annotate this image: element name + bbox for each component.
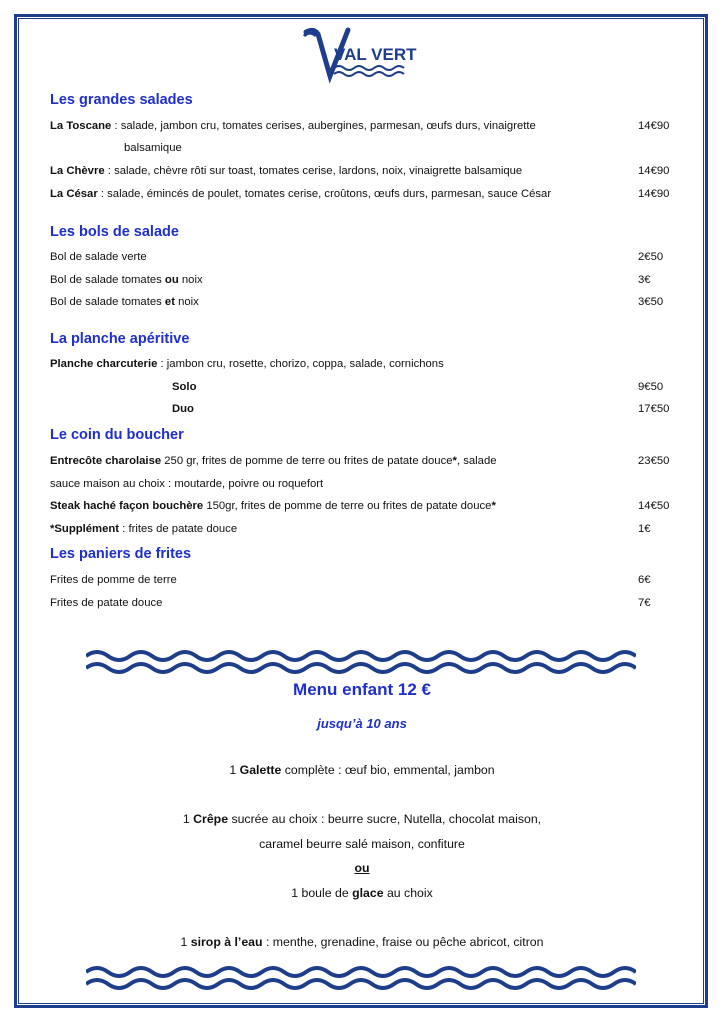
kids-crepe-line xyxy=(0,812,724,826)
item-separator: : xyxy=(104,165,115,177)
item-desc-bold: et xyxy=(164,296,175,308)
item-name: La César xyxy=(50,188,98,200)
kids-sirop-line xyxy=(0,935,724,949)
menu-item-option xyxy=(50,379,680,395)
item-name: La Chèvre xyxy=(50,165,105,177)
item-desc: salade, jambon cru, tomates cerises, aubergines, parmesan, œufs durs, vinaigrette xyxy=(120,120,536,132)
section-title-salades: Les grandes salades xyxy=(50,92,193,108)
item-desc: jambon cru, rosette, chorizo, coppa, salade, cornichons xyxy=(166,358,444,370)
wave-divider xyxy=(86,962,636,992)
kids-or-text: ou xyxy=(354,861,370,875)
item-separator: : xyxy=(119,523,129,535)
logo-text: VAL VERT xyxy=(334,45,417,64)
menu-item xyxy=(50,595,680,611)
item-price: 1€ xyxy=(638,523,651,535)
kids-text: au choix xyxy=(383,886,433,900)
item-desc: 250 gr, frites de pomme de terre ou frites de patate douce xyxy=(161,455,453,467)
kids-text-bold: Galette xyxy=(239,763,282,777)
item-separator: : xyxy=(157,358,167,370)
item-desc-bold: ou xyxy=(164,274,179,286)
kids-text: 1 xyxy=(180,935,191,949)
wave-divider xyxy=(86,646,636,676)
kids-crepe-line-2: caramel beurre salé maison, confiture xyxy=(259,837,465,851)
menu-item xyxy=(50,272,680,288)
item-price: 7€ xyxy=(638,597,651,609)
item-price: 14€50 xyxy=(638,500,670,512)
item-desc: Frites de pomme de terre xyxy=(50,574,177,586)
item-price: 3€50 xyxy=(638,296,664,308)
menu-item xyxy=(50,453,680,469)
item-star: * xyxy=(491,500,496,512)
menu-item xyxy=(50,186,680,202)
item-separator: : xyxy=(111,120,121,132)
item-separator: : xyxy=(97,188,108,200)
kids-text: 1 xyxy=(229,763,240,777)
item-desc: Bol de salade tomates xyxy=(50,296,165,308)
menu-item xyxy=(50,572,680,588)
kids-text: : menthe, grenadine, fraise ou pêche abricot, citron xyxy=(262,935,544,949)
item-price: 14€90 xyxy=(638,120,670,132)
item-name: Planche charcuterie xyxy=(50,358,158,370)
menu-item xyxy=(50,163,680,179)
menu-item xyxy=(50,521,680,537)
menu-item xyxy=(50,294,680,310)
item-desc: salade, chèvre rôti sur toast, tomates cerise, lardons, noix, vinaigrette balsamique xyxy=(114,165,523,177)
menu-item xyxy=(50,118,680,134)
item-price: 14€90 xyxy=(638,165,670,177)
kids-text: sucrée au choix : beurre sucre, Nutella, chocolat maison, xyxy=(228,812,542,826)
item-desc: salade, émincés de poulet, tomates cerise, croûtons, œufs durs, parmesan, sauce César xyxy=(107,188,552,200)
item-price: 6€ xyxy=(638,574,651,586)
item-price: 17€50 xyxy=(638,403,670,415)
item-price: 23€50 xyxy=(638,455,670,467)
item-name: La Toscane xyxy=(50,120,112,132)
section-title-bols: Les bols de salade xyxy=(50,224,179,240)
item-name: Steak haché façon bouchère xyxy=(50,500,204,512)
item-price: 3€ xyxy=(638,274,651,286)
menu-item xyxy=(50,249,680,265)
section-title-boucher: Le coin du boucher xyxy=(50,427,184,443)
item-desc: Bol de salade verte xyxy=(50,251,147,263)
kids-text-bold: sirop à l’eau xyxy=(190,935,263,949)
item-price: 14€90 xyxy=(638,188,670,200)
menu-item xyxy=(50,498,680,514)
menu-item-option xyxy=(50,401,680,417)
item-name: *Supplément xyxy=(50,523,120,535)
option-label: Solo xyxy=(172,381,197,393)
section-title-planche: La planche apéritive xyxy=(50,331,190,347)
item-price: 2€50 xyxy=(638,251,664,263)
kids-galette-line xyxy=(0,763,724,777)
kids-menu-title: Menu enfant 12 € xyxy=(293,680,431,699)
item-desc: , salade xyxy=(456,455,497,467)
item-desc: noix xyxy=(178,274,203,286)
item-desc: frites de patate douce xyxy=(128,523,238,535)
kids-text-bold: glace xyxy=(352,886,384,900)
item-desc-continued: sauce maison au choix : moutarde, poivre ou roquefort xyxy=(50,478,324,490)
kids-text-bold: Crêpe xyxy=(193,812,229,826)
kids-text: complète : œuf bio, emmental, jambon xyxy=(281,763,495,777)
item-desc: Bol de salade tomates xyxy=(50,274,165,286)
kids-or xyxy=(0,861,724,875)
item-desc: noix xyxy=(174,296,199,308)
kids-text: 1 boule de xyxy=(291,886,353,900)
item-price: 9€50 xyxy=(638,381,664,393)
menu-item xyxy=(50,356,680,372)
val-vert-logo xyxy=(300,24,420,86)
item-desc: 150gr, frites de pomme de terre ou frites de patate douce xyxy=(203,500,492,512)
kids-text: 1 xyxy=(182,812,194,826)
kids-menu-subtitle: jusqu’à 10 ans xyxy=(317,716,407,731)
option-label: Duo xyxy=(172,403,194,415)
section-title-frites: Les paniers de frites xyxy=(50,546,192,562)
item-name: Entrecôte charolaise xyxy=(50,455,162,467)
item-star: * xyxy=(452,455,457,467)
kids-glace-line xyxy=(0,886,724,900)
item-desc: Frites de patate douce xyxy=(50,597,163,609)
item-desc-continued: balsamique xyxy=(124,142,182,154)
